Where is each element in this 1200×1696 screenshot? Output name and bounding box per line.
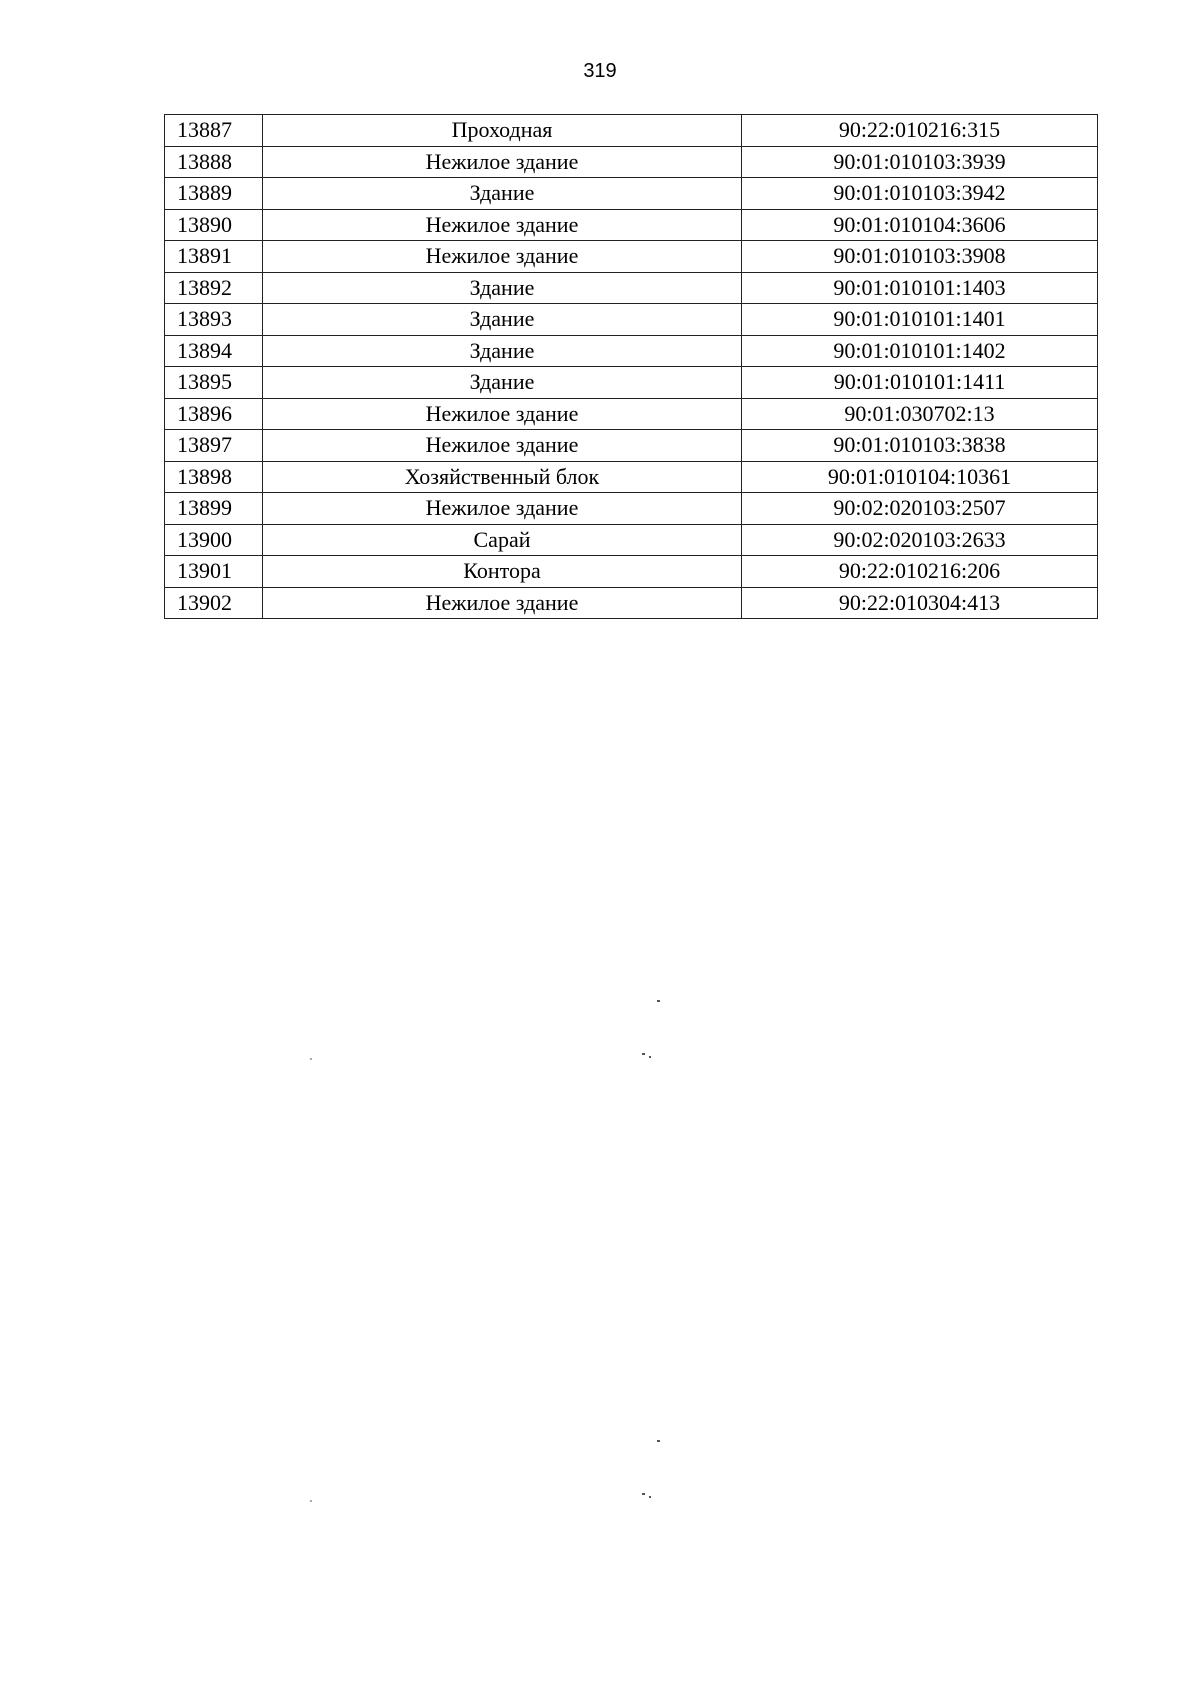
table-row bbox=[165, 556, 1098, 588]
object-name-cell: Здание bbox=[263, 367, 742, 399]
row-number-cell: 13894 bbox=[165, 335, 263, 367]
row-number-cell: 13895 bbox=[165, 367, 263, 399]
table-row bbox=[165, 493, 1098, 525]
table-row bbox=[165, 209, 1098, 241]
cadastral-number-cell: 90:01:010103:3908 bbox=[742, 241, 1098, 273]
cadastral-number-cell: 90:01:010104:3606 bbox=[742, 209, 1098, 241]
table-row bbox=[165, 461, 1098, 493]
scan-speck bbox=[649, 1496, 651, 1498]
row-number-cell: 13888 bbox=[165, 146, 263, 178]
row-number-cell: 13889 bbox=[165, 178, 263, 210]
table-row bbox=[165, 241, 1098, 273]
cadastral-number-cell: 90:01:010103:3942 bbox=[742, 178, 1098, 210]
table-row bbox=[165, 430, 1098, 462]
table-row bbox=[165, 178, 1098, 210]
scan-speck bbox=[310, 1058, 312, 1060]
cadastral-number-cell: 90:02:020103:2633 bbox=[742, 524, 1098, 556]
table-row bbox=[165, 304, 1098, 336]
scan-speck bbox=[642, 1053, 645, 1055]
object-name-cell: Нежилое здание bbox=[263, 146, 742, 178]
object-name-cell: Хозяйственный блок bbox=[263, 461, 742, 493]
object-name-cell: Нежилое здание bbox=[263, 493, 742, 525]
cadastral-number-cell: 90:01:030702:13 bbox=[742, 398, 1098, 430]
object-name-cell: Нежилое здание bbox=[263, 587, 742, 619]
table-row bbox=[165, 587, 1098, 619]
scan-speck bbox=[649, 1056, 651, 1058]
row-number-cell: 13893 bbox=[165, 304, 263, 336]
cadastral-number-cell: 90:01:010101:1411 bbox=[742, 367, 1098, 399]
object-name-cell: Нежилое здание bbox=[263, 241, 742, 273]
cadastral-number-cell: 90:22:010216:315 bbox=[742, 115, 1098, 147]
cadastral-number-cell: 90:01:010101:1401 bbox=[742, 304, 1098, 336]
cadastral-number-cell: 90:02:020103:2507 bbox=[742, 493, 1098, 525]
cadastral-number-cell: 90:01:010101:1403 bbox=[742, 272, 1098, 304]
object-name-cell: Здание bbox=[263, 335, 742, 367]
registry-table bbox=[164, 114, 1098, 619]
object-name-cell: Здание bbox=[263, 272, 742, 304]
row-number-cell: 13896 bbox=[165, 398, 263, 430]
registry-table-body bbox=[165, 115, 1098, 619]
cadastral-number-cell: 90:01:010103:3838 bbox=[742, 430, 1098, 462]
cadastral-number-cell: 90:22:010304:413 bbox=[742, 587, 1098, 619]
row-number-cell: 13890 bbox=[165, 209, 263, 241]
table-row bbox=[165, 146, 1098, 178]
table-row bbox=[165, 367, 1098, 399]
row-number-cell: 13901 bbox=[165, 556, 263, 588]
object-name-cell: Нежилое здание bbox=[263, 398, 742, 430]
scan-speck bbox=[657, 1000, 660, 1002]
table-row bbox=[165, 335, 1098, 367]
cadastral-number-cell: 90:22:010216:206 bbox=[742, 556, 1098, 588]
scan-speck bbox=[310, 1500, 312, 1502]
cadastral-number-cell: 90:01:010104:10361 bbox=[742, 461, 1098, 493]
cadastral-number-cell: 90:01:010103:3939 bbox=[742, 146, 1098, 178]
row-number-cell: 13898 bbox=[165, 461, 263, 493]
row-number-cell: 13899 bbox=[165, 493, 263, 525]
row-number-cell: 13887 bbox=[165, 115, 263, 147]
scan-speck bbox=[657, 1440, 660, 1442]
page-number: 319 bbox=[583, 60, 617, 82]
object-name-cell: Здание bbox=[263, 304, 742, 336]
row-number-cell: 13891 bbox=[165, 241, 263, 273]
row-number-cell: 13897 bbox=[165, 430, 263, 462]
scan-speck bbox=[642, 1493, 645, 1495]
object-name-cell: Нежилое здание bbox=[263, 209, 742, 241]
row-number-cell: 13892 bbox=[165, 272, 263, 304]
cadastral-number-cell: 90:01:010101:1402 bbox=[742, 335, 1098, 367]
object-name-cell: Здание bbox=[263, 178, 742, 210]
table-row bbox=[165, 115, 1098, 147]
table-row bbox=[165, 524, 1098, 556]
table-row bbox=[165, 272, 1098, 304]
row-number-cell: 13900 bbox=[165, 524, 263, 556]
object-name-cell: Контора bbox=[263, 556, 742, 588]
object-name-cell: Сарай bbox=[263, 524, 742, 556]
row-number-cell: 13902 bbox=[165, 587, 263, 619]
object-name-cell: Проходная bbox=[263, 115, 742, 147]
object-name-cell: Нежилое здание bbox=[263, 430, 742, 462]
table-row bbox=[165, 398, 1098, 430]
